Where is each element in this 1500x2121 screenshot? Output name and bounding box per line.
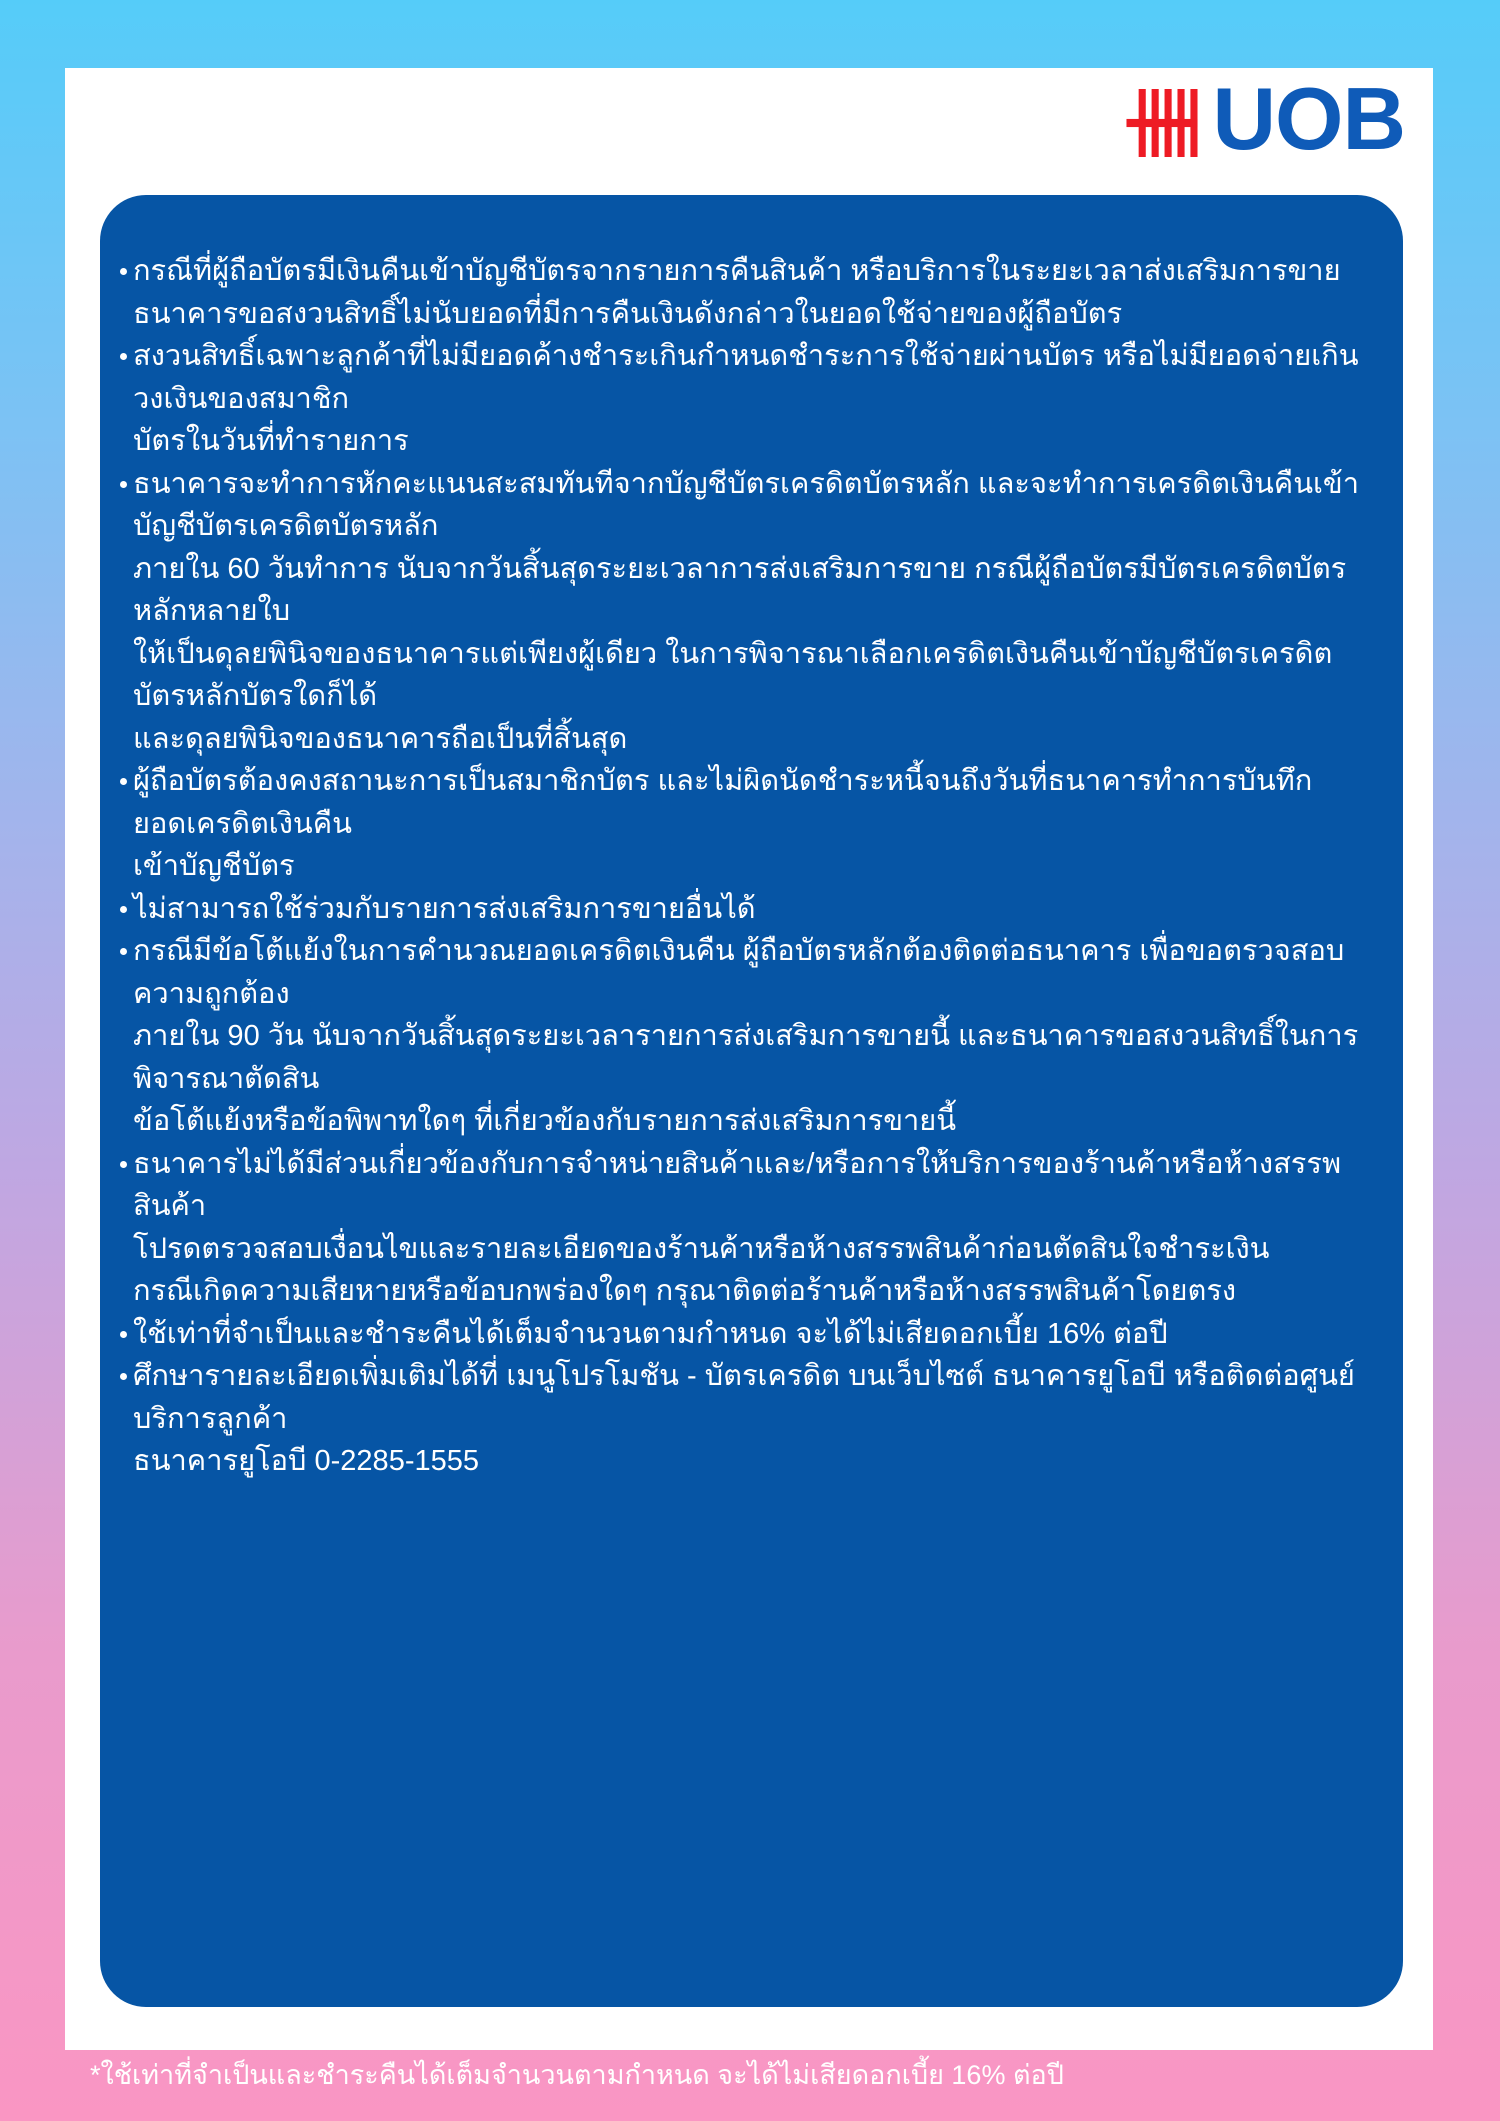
terms-list (100, 250, 1373, 1483)
terms-item (120, 1143, 1363, 1313)
terms-item (120, 335, 1363, 463)
terms-item-line: กรณีเกิดความเสียหายหรือข้อบกพร่องใดๆ กรุณาติดต่อร้านค้าหรือห้างสรรพสินค้าโดยตรง (133, 1275, 1237, 1307)
terms-item-line: ธนาคารขอสงวนสิทธิ์ไม่นับยอดที่มีการคืนเงินดังกล่าวในยอดใช้จ่ายของผู้ถือบัตร (133, 297, 1123, 330)
terms-item-line: กรณีที่ผู้ถือบัตรมีเงินคืนเข้าบัญชีบัตรจากรายการคืนสินค้า หรือบริการในระยะเวลาส่งเสริมการขาย (133, 255, 1341, 287)
content-card (65, 68, 1433, 2050)
terms-item-line: สงวนสิทธิ์เฉพาะลูกค้าที่ไม่มียอดค้างชำระเกินกำหนดชำระการใช้จ่ายผ่านบัตร หรือไม่มียอดจ่ายเกินวงเงินของสมาชิก (133, 340, 1359, 415)
terms-item (120, 1313, 1363, 1356)
terms-item-line: ข้อโต้แย้งหรือข้อพิพาทใดๆ ที่เกี่ยวข้องกับรายการส่งเสริมการขายนี้ (133, 1105, 957, 1137)
terms-item (120, 250, 1363, 335)
terms-item-line: กรณีมีข้อโต้แย้งในการคำนวณยอดเครดิตเงินคืน ผู้ถือบัตรหลักต้องติดต่อธนาคาร เพื่อขอตรวจสอบความถูกต้อง (133, 935, 1345, 1010)
terms-item-line: โปรดตรวจสอบเงื่อนไขและรายละเอียดของร้านค้าหรือห้างสรรพสินค้าก่อนตัดสินใจชำระเงิน (133, 1232, 1270, 1265)
terms-item-line: เข้าบัญชีบัตร (133, 850, 295, 882)
terms-item-line: ภายใน 90 วัน นับจากวันสิ้นสุดระยะเวลารายการส่งเสริมการขายนี้ และธนาคารขอสงวนสิทธิ์ในการพิจารณาตัดสิน (133, 1020, 1359, 1095)
terms-item (120, 760, 1363, 888)
terms-item-line: ศึกษารายละเอียดเพิ่มเติมได้ที่ เมนูโปรโมชัน - บัตรเครดิต บนเว็บไซต์ ธนาคารยูโอบี หรือติดต่อศูนย์บริการลูกค้า (133, 1360, 1355, 1435)
terms-item-line: ไม่สามารถใช้ร่วมกับรายการส่งเสริมการขายอื่นได้ (133, 892, 756, 925)
uob-logo-text: UOB (1212, 69, 1405, 168)
uob-five-bars-icon (1126, 89, 1198, 157)
terms-item-line: ใช้เท่าที่จำเป็นและชำระคืนได้เต็มจำนวนตามกำหนด จะได้ไม่เสียดอกเบี้ย 16% ต่อปี (133, 1317, 1168, 1350)
terms-item (120, 463, 1363, 761)
terms-item (120, 930, 1363, 1143)
terms-item (120, 1355, 1363, 1483)
terms-item-line: บัตรในวันที่ทำรายการ (133, 425, 409, 457)
terms-panel (100, 195, 1403, 2007)
terms-item-line: ให้เป็นดุลยพินิจของธนาคารแต่เพียงผู้เดียว ในการพิจารณาเลือกเครดิตเงินคืนเข้าบัญชีบัตรเครดิตบัตรหลักบัตรใดก็ได้ (133, 637, 1333, 712)
footer-note: *ใช้เท่าที่จำเป็นและชำระคืนได้เต็มจำนวนตามกำหนด จะได้ไม่เสียดอกเบี้ย 16% ต่อปี (90, 2060, 1064, 2090)
terms-item-line: และดุลยพินิจของธนาคารถือเป็นที่สิ้นสุด (133, 722, 628, 755)
terms-item-line: ภายใน 60 วันทำการ นับจากวันสิ้นสุดระยะเวลาการส่งเสริมการขาย กรณีผู้ถือบัตรมีบัตรเครดิตบัตรหลักหลายใบ (133, 552, 1347, 627)
terms-item (120, 888, 1363, 931)
terms-item-line: ธนาคารยูโอบี 0-2285-1555 (133, 1445, 479, 1477)
terms-item-line: ธนาคารจะทำการหักคะแนนสะสมทันทีจากบัญชีบัตรเครดิตบัตรหลัก และจะทำการเครดิตเงินคืนเข้าบัญชีบัตรเครดิตบัตรหลัก (133, 467, 1360, 542)
terms-item-line: ผู้ถือบัตรต้องคงสถานะการเป็นสมาชิกบัตร และไม่ผิดนัดชำระหนี้จนถึงวันที่ธนาคารทำการบันทึกยอดเครดิตเงินคืน (133, 765, 1313, 840)
terms-item-line: ธนาคารไม่ได้มีส่วนเกี่ยวข้องกับการจำหน่ายสินค้าและ/หรือการให้บริการของร้านค้าหรือห้างสรรพสินค้า (133, 1147, 1342, 1222)
uob-logo (1126, 69, 1405, 168)
